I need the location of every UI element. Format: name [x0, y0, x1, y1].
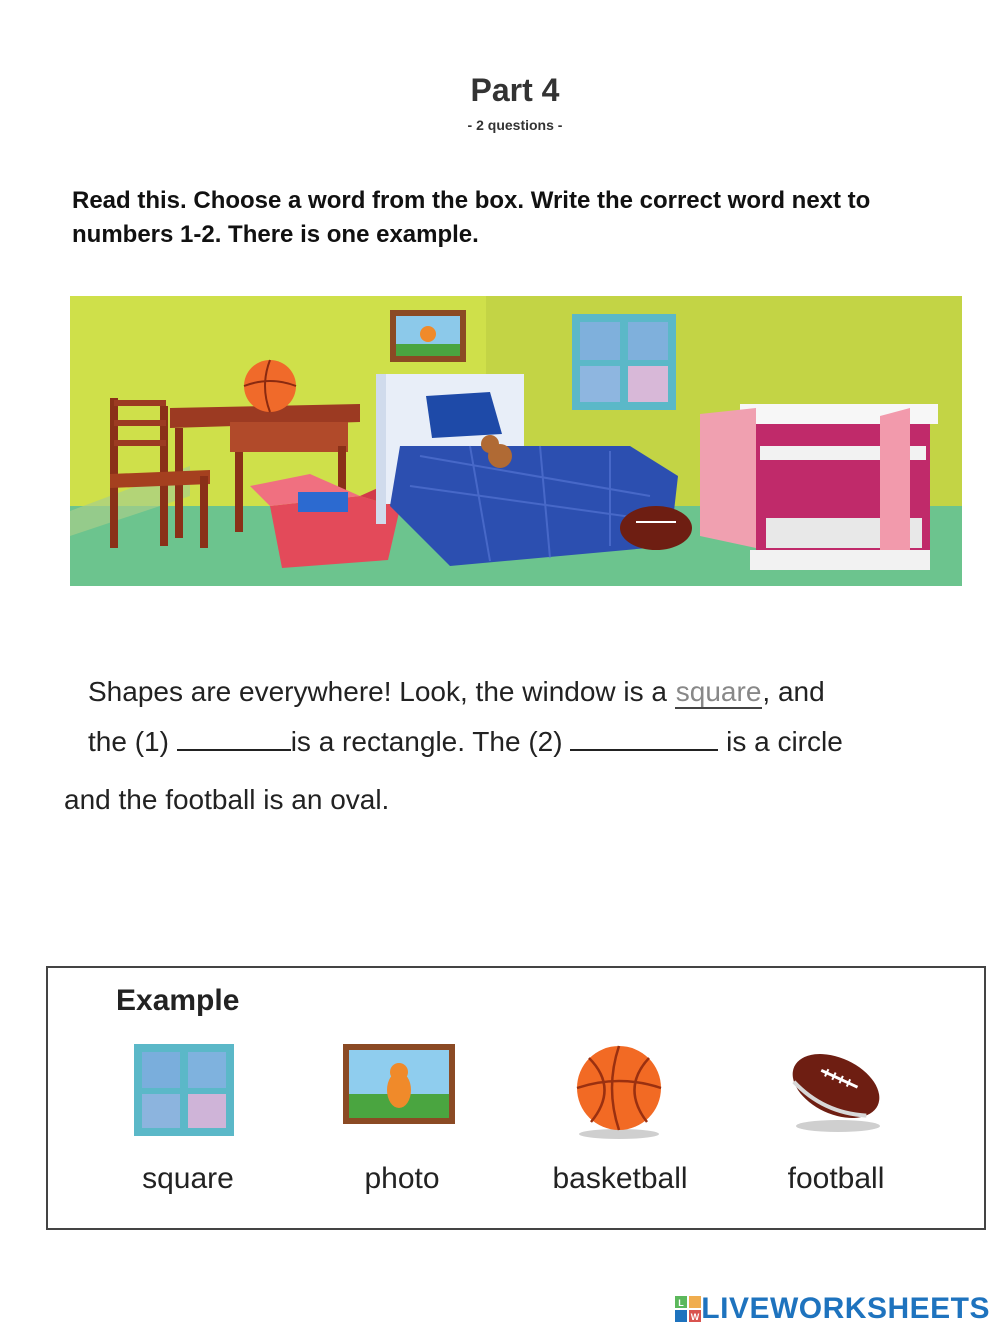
liveworksheets-logo-icon [675, 1296, 701, 1322]
passage-line-2 [88, 726, 843, 758]
passage-line-1 [88, 676, 825, 708]
logo-text: LIVEWORKSHEETS [701, 1292, 990, 1325]
basketball-icon [519, 1044, 719, 1140]
word-box [46, 966, 986, 1230]
word-box-title: Example [116, 984, 240, 1017]
passage-text: is a rectangle. The (2) [290, 726, 571, 757]
liveworksheets-logo [675, 1292, 990, 1326]
choice-label-square: square [142, 1162, 234, 1195]
choice-label-basketball: basketball [552, 1162, 688, 1195]
choice-label-football: football [787, 1162, 885, 1195]
bedroom-illustration [70, 296, 962, 586]
answer-blank-1[interactable] [177, 727, 291, 751]
passage-text: Shapes are everywhere! Look, the window is a [88, 676, 675, 707]
passage-text: is a circle [718, 726, 843, 757]
answer-blank-2[interactable] [570, 727, 718, 751]
choice-label-photo: photo [364, 1162, 440, 1195]
page-subtitle: - 2 questions - [467, 117, 563, 133]
instructions: Read this. Choose a word from the box. Write the correct word next to numbers 1-2. There is one example. [72, 187, 871, 248]
page-title: Part 4 [470, 72, 560, 108]
passage-text: the (1) [88, 726, 177, 757]
logo-letter: L [678, 1298, 685, 1308]
example-answer: square [675, 676, 762, 707]
football-icon [736, 1044, 936, 1134]
logo-letter: W [691, 1312, 700, 1322]
tiger-photo-icon [299, 1044, 499, 1124]
passage-text: , and [762, 676, 825, 707]
passage-line-3: and the football is an oval. [64, 784, 390, 815]
window-icon [84, 1044, 284, 1136]
